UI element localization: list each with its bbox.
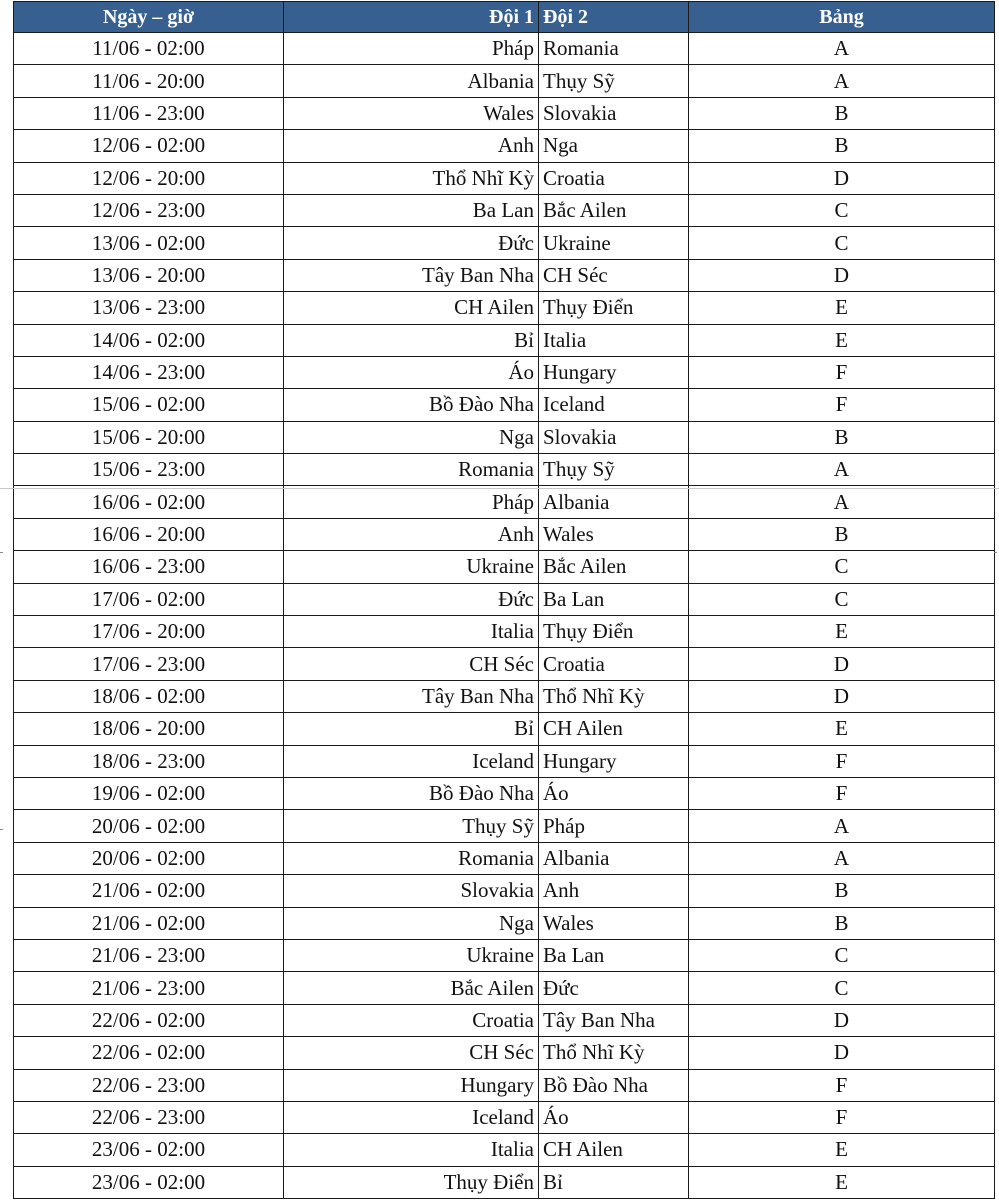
cell-datetime: 22/06 - 23:00 [14, 1069, 284, 1101]
cell-team2: Áo [539, 777, 689, 809]
table-row [14, 486, 995, 518]
cell-group: B [689, 97, 995, 129]
cell-team1: Albania [284, 65, 539, 97]
cell-group: C [689, 972, 995, 1004]
table-row [14, 292, 995, 324]
cell-group: C [689, 227, 995, 259]
table-row [14, 421, 995, 453]
cell-datetime: 13/06 - 20:00 [14, 259, 284, 291]
cell-team1: Bỉ [284, 324, 539, 356]
table-row [14, 130, 995, 162]
cell-group: A [689, 486, 995, 518]
cell-team1: Thụy Điển [284, 1166, 539, 1198]
cell-datetime: 20/06 - 02:00 [14, 842, 284, 874]
table-row [14, 777, 995, 809]
cell-group: E [689, 292, 995, 324]
cell-team1: Thụy Sỹ [284, 810, 539, 842]
page-break-line [0, 488, 999, 489]
cell-datetime: 12/06 - 23:00 [14, 194, 284, 226]
cell-group: A [689, 33, 995, 65]
table-row [14, 939, 995, 971]
table-row [14, 33, 995, 65]
cell-team2: Albania [539, 486, 689, 518]
cell-team2: Bắc Ailen [539, 194, 689, 226]
cell-datetime: 21/06 - 23:00 [14, 972, 284, 1004]
cell-group: E [689, 324, 995, 356]
cell-datetime: 15/06 - 20:00 [14, 421, 284, 453]
cell-team1: Romania [284, 454, 539, 486]
table-row [14, 1166, 995, 1198]
cell-team2: CH Séc [539, 259, 689, 291]
cell-team2: Wales [539, 518, 689, 550]
cell-team2: Bồ Đào Nha [539, 1069, 689, 1101]
cell-group: B [689, 907, 995, 939]
cell-group: D [689, 162, 995, 194]
cell-datetime: 17/06 - 23:00 [14, 648, 284, 680]
cell-group: B [689, 421, 995, 453]
cell-team2: Hungary [539, 356, 689, 388]
cell-team1: Anh [284, 518, 539, 550]
margin-tick [0, 552, 3, 553]
header-team2: Đội 2 [539, 2, 689, 33]
cell-team2: Áo [539, 1101, 689, 1133]
cell-team2: Italia [539, 324, 689, 356]
margin-tick [994, 552, 997, 553]
table-row [14, 65, 995, 97]
cell-group: F [689, 356, 995, 388]
cell-team2: Ba Lan [539, 939, 689, 971]
cell-team2: Thụy Điển [539, 292, 689, 324]
table-row [14, 713, 995, 745]
cell-group: B [689, 518, 995, 550]
cell-datetime: 16/06 - 23:00 [14, 551, 284, 583]
table-row [14, 324, 995, 356]
cell-datetime: 14/06 - 02:00 [14, 324, 284, 356]
cell-team1: Thổ Nhĩ Kỳ [284, 162, 539, 194]
cell-datetime: 13/06 - 02:00 [14, 227, 284, 259]
table-row [14, 389, 995, 421]
margin-tick [0, 829, 3, 830]
cell-team2: Tây Ban Nha [539, 1004, 689, 1036]
cell-team1: CH Séc [284, 1037, 539, 1069]
cell-datetime: 19/06 - 02:00 [14, 777, 284, 809]
cell-group: A [689, 454, 995, 486]
cell-team1: Nga [284, 907, 539, 939]
cell-team2: Croatia [539, 648, 689, 680]
cell-team1: Đức [284, 227, 539, 259]
cell-team1: Bỉ [284, 713, 539, 745]
table-header [14, 2, 995, 33]
table-row [14, 810, 995, 842]
table-body [14, 33, 995, 1199]
table-row [14, 842, 995, 874]
table-row [14, 648, 995, 680]
cell-datetime: 13/06 - 23:00 [14, 292, 284, 324]
cell-team1: Slovakia [284, 875, 539, 907]
cell-team2: Pháp [539, 810, 689, 842]
cell-team2: Nga [539, 130, 689, 162]
cell-datetime: 20/06 - 02:00 [14, 810, 284, 842]
cell-group: C [689, 194, 995, 226]
cell-datetime: 22/06 - 02:00 [14, 1037, 284, 1069]
cell-group: D [689, 1004, 995, 1036]
cell-team2: CH Ailen [539, 1134, 689, 1166]
cell-datetime: 11/06 - 02:00 [14, 33, 284, 65]
table-row [14, 1004, 995, 1036]
cell-team1: Đức [284, 583, 539, 615]
table-row [14, 972, 995, 1004]
cell-datetime: 12/06 - 20:00 [14, 162, 284, 194]
table-row [14, 1037, 995, 1069]
cell-team2: Bỉ [539, 1166, 689, 1198]
table-row [14, 356, 995, 388]
header-datetime: Ngày – giờ [14, 2, 284, 33]
cell-team1: Tây Ban Nha [284, 680, 539, 712]
cell-team1: Iceland [284, 1101, 539, 1133]
cell-group: D [689, 1037, 995, 1069]
cell-datetime: 21/06 - 02:00 [14, 907, 284, 939]
table-row [14, 745, 995, 777]
cell-team2: Thổ Nhĩ Kỳ [539, 1037, 689, 1069]
cell-group: F [689, 777, 995, 809]
cell-team2: Hungary [539, 745, 689, 777]
cell-team1: Áo [284, 356, 539, 388]
cell-team2: Croatia [539, 162, 689, 194]
cell-datetime: 21/06 - 23:00 [14, 939, 284, 971]
cell-group: F [689, 1101, 995, 1133]
cell-datetime: 12/06 - 02:00 [14, 130, 284, 162]
cell-team1: Bắc Ailen [284, 972, 539, 1004]
cell-team1: Hungary [284, 1069, 539, 1101]
cell-group: D [689, 648, 995, 680]
cell-team1: CH Séc [284, 648, 539, 680]
table-row [14, 1101, 995, 1133]
header-row [14, 2, 995, 33]
cell-datetime: 16/06 - 20:00 [14, 518, 284, 550]
cell-datetime: 11/06 - 20:00 [14, 65, 284, 97]
cell-datetime: 23/06 - 02:00 [14, 1166, 284, 1198]
table-row [14, 194, 995, 226]
cell-datetime: 18/06 - 23:00 [14, 745, 284, 777]
table-row [14, 1134, 995, 1166]
cell-team2: Đức [539, 972, 689, 1004]
cell-datetime: 16/06 - 02:00 [14, 486, 284, 518]
cell-team2: Ba Lan [539, 583, 689, 615]
cell-group: D [689, 680, 995, 712]
cell-team1: Bồ Đào Nha [284, 777, 539, 809]
cell-group: B [689, 875, 995, 907]
cell-group: F [689, 1069, 995, 1101]
cell-team1: Croatia [284, 1004, 539, 1036]
cell-team2: Thụy Điển [539, 616, 689, 648]
cell-group: A [689, 842, 995, 874]
cell-team1: Ukraine [284, 939, 539, 971]
cell-group: C [689, 583, 995, 615]
cell-datetime: 15/06 - 02:00 [14, 389, 284, 421]
table-row [14, 875, 995, 907]
cell-team2: Ukraine [539, 227, 689, 259]
table-row [14, 162, 995, 194]
cell-team2: Wales [539, 907, 689, 939]
cell-team1: Wales [284, 97, 539, 129]
cell-group: C [689, 551, 995, 583]
cell-datetime: 17/06 - 20:00 [14, 616, 284, 648]
cell-datetime: 18/06 - 02:00 [14, 680, 284, 712]
cell-datetime: 21/06 - 02:00 [14, 875, 284, 907]
cell-team1: Romania [284, 842, 539, 874]
cell-team2: Iceland [539, 389, 689, 421]
cell-group: C [689, 939, 995, 971]
table-row [14, 454, 995, 486]
header-group: Bảng [689, 2, 995, 33]
cell-team2: Bắc Ailen [539, 551, 689, 583]
cell-team2: Thụy Sỹ [539, 65, 689, 97]
cell-team2: Albania [539, 842, 689, 874]
table-row [14, 259, 995, 291]
cell-group: E [689, 1134, 995, 1166]
match-schedule-table [13, 1, 995, 1199]
cell-datetime: 23/06 - 02:00 [14, 1134, 284, 1166]
cell-group: E [689, 616, 995, 648]
cell-team1: Pháp [284, 486, 539, 518]
cell-team1: Italia [284, 616, 539, 648]
cell-team2: Slovakia [539, 421, 689, 453]
cell-group: D [689, 259, 995, 291]
cell-group: F [689, 745, 995, 777]
cell-datetime: 22/06 - 02:00 [14, 1004, 284, 1036]
cell-team2: Thụy Sỹ [539, 454, 689, 486]
table-row [14, 583, 995, 615]
cell-team1: Iceland [284, 745, 539, 777]
table-row [14, 616, 995, 648]
table-row [14, 518, 995, 550]
cell-datetime: 18/06 - 20:00 [14, 713, 284, 745]
cell-datetime: 15/06 - 23:00 [14, 454, 284, 486]
cell-datetime: 14/06 - 23:00 [14, 356, 284, 388]
cell-team1: Anh [284, 130, 539, 162]
cell-team1: Tây Ban Nha [284, 259, 539, 291]
cell-team1: Pháp [284, 33, 539, 65]
cell-team1: Ukraine [284, 551, 539, 583]
cell-group: E [689, 713, 995, 745]
cell-group: A [689, 65, 995, 97]
table-row [14, 551, 995, 583]
cell-team1: Nga [284, 421, 539, 453]
table-row [14, 680, 995, 712]
cell-group: E [689, 1166, 995, 1198]
cell-team2: Anh [539, 875, 689, 907]
cell-team1: Bồ Đào Nha [284, 389, 539, 421]
cell-team2: CH Ailen [539, 713, 689, 745]
table-row [14, 97, 995, 129]
cell-group: A [689, 810, 995, 842]
cell-group: B [689, 130, 995, 162]
cell-team1: CH Ailen [284, 292, 539, 324]
header-team1: Đội 1 [284, 2, 539, 33]
cell-team2: Romania [539, 33, 689, 65]
cell-datetime: 22/06 - 23:00 [14, 1101, 284, 1133]
table-row [14, 1069, 995, 1101]
cell-datetime: 11/06 - 23:00 [14, 97, 284, 129]
cell-team2: Thổ Nhĩ Kỳ [539, 680, 689, 712]
table-row [14, 907, 995, 939]
cell-team1: Ba Lan [284, 194, 539, 226]
table-row [14, 227, 995, 259]
cell-group: F [689, 389, 995, 421]
cell-team1: Italia [284, 1134, 539, 1166]
cell-datetime: 17/06 - 02:00 [14, 583, 284, 615]
cell-team2: Slovakia [539, 97, 689, 129]
